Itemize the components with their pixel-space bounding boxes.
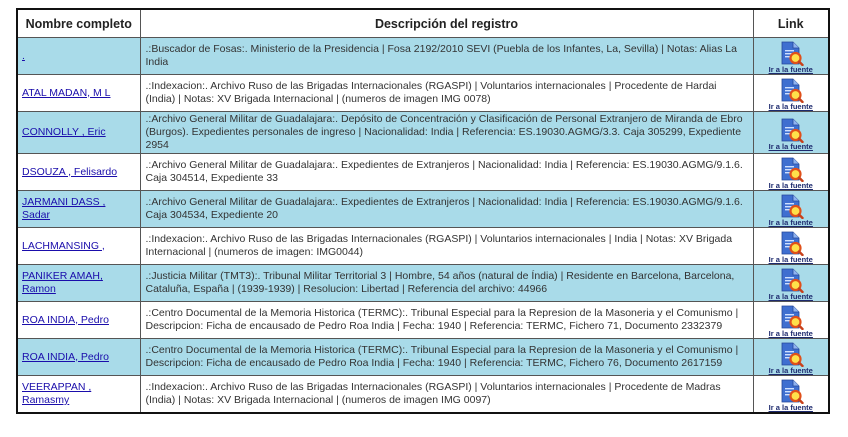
results-table [16,8,830,414]
description-cell: .:Indexacion:. Archivo Ruso de las Brigadas Internacionales (RGASPI) | Voluntarios internacionales | India | Notas: XV Brigada Internacional | (numeros de imagen: IMG0044) [140,228,753,265]
table-row [17,376,829,414]
description-cell: .:Archivo General Militar de Guadalajara:. Depósito de Concentración y Clasificación de Personal Extranjero de Miranda de Ebro (Burgos). Expedientes personales de ingreso | Nacionalidad: India | Referencia: ES.19030.AGMG/3.3. Caja 305299, Expediente 2954 [140,112,753,154]
go-to-source-link[interactable] [769,41,813,74]
go-to-source-link[interactable] [769,194,813,227]
go-to-source-label: Ir a la fuente [768,366,813,375]
table-row [17,191,829,228]
name-cell [17,265,140,302]
table-row [17,112,829,154]
document-search-icon [778,78,804,103]
go-to-source-label: Ir a la fuente [768,102,813,111]
name-cell [17,376,140,414]
go-to-source-link[interactable] [769,118,813,151]
link-cell [753,265,829,302]
go-to-source-link[interactable] [769,78,813,111]
table-row [17,265,829,302]
link-cell [753,112,829,154]
description-cell: .:Indexacion:. Archivo Ruso de las Brigadas Internacionales (RGASPI) | Voluntarios internacionales | Procedente de Hardai (India) | Notas: XV Brigada Internacional | (numeros de imagen IMG 0078) [140,75,753,112]
person-name-link[interactable]: PANIKER AMAH, Ramon [22,270,103,295]
person-name-link[interactable]: CONNOLLY , Eric [22,126,106,138]
person-name-link[interactable]: JARMANI DASS , Sadar [22,196,106,221]
document-search-icon [778,231,804,256]
link-cell [753,228,829,265]
name-cell [17,339,140,376]
document-search-icon [778,342,804,367]
person-name-link[interactable]: . [22,49,25,62]
person-name-link[interactable]: LACHMANSING , [22,239,105,252]
column-header-description: Descripción del registro [140,9,753,38]
document-search-icon [778,41,804,66]
table-header-row [17,9,829,38]
go-to-source-link[interactable] [769,268,813,301]
go-to-source-link[interactable] [769,379,813,412]
name-cell [17,112,140,154]
person-name-link[interactable]: ROA INDIA, Pedro [22,313,109,326]
table-row [17,339,829,376]
document-search-icon [778,157,804,182]
link-cell [753,75,829,112]
name-cell [17,228,140,265]
person-name-link[interactable]: ROA INDIA, Pedro [22,350,109,363]
person-name-link[interactable]: ATAL MADAN, M L [22,86,111,99]
description-cell: .:Archivo General Militar de Guadalajara:. Expedientes de Extranjeros | Nacionalidad: India | Referencia: ES.19030.AGMG/9.1.6. Caja 304534, Expediente 20 [140,191,753,228]
go-to-source-label: Ir a la fuente [768,255,813,264]
go-to-source-link[interactable] [769,342,813,375]
go-to-source-link[interactable] [769,305,813,338]
link-cell [753,154,829,191]
go-to-source-label: Ir a la fuente [768,65,813,74]
go-to-source-link[interactable] [769,157,813,190]
go-to-source-label: Ir a la fuente [768,292,813,301]
go-to-source-label: Ir a la fuente [768,218,813,227]
column-header-link: Link [753,9,829,38]
link-cell [753,339,829,376]
link-cell [753,191,829,228]
table-row [17,154,829,191]
column-header-name: Nombre completo [17,9,140,38]
go-to-source-label: Ir a la fuente [768,403,813,412]
name-cell [17,302,140,339]
table-row [17,302,829,339]
description-cell: .:Centro Documental de la Memoria Historica (TERMC):. Tribunal Especial para la Represion de la Masoneria y el Comunismo | Descripcion: Ficha de encausado de Pedro Roa India | Fecha: 1940 | Referencia: TERMC, Fichero 71, Documento 2332379 [140,302,753,339]
description-cell: .:Centro Documental de la Memoria Historica (TERMC):. Tribunal Especial para la Represion de la Masoneria y el Comunismo | Descripcion: Ficha de encausado de Pedro Roa India | Fecha: 1940 | Referencia: TERMC, Fichero 76, Documento 2617159 [140,339,753,376]
person-name-link[interactable]: DSOUZA , Felisardo [22,165,118,178]
name-cell [17,154,140,191]
go-to-source-label: Ir a la fuente [768,141,813,151]
name-cell [17,191,140,228]
table-row [17,75,829,112]
document-search-icon [778,268,804,293]
name-cell [17,75,140,112]
description-cell: .:Indexacion:. Archivo Ruso de las Brigadas Internacionales (RGASPI) | Voluntarios internacionales | Procedente de Madras (India) | Notas: XV Brigada Internacional | (numeros de imagen IMG 0097) [140,376,753,414]
document-search-icon [778,379,804,404]
description-cell: .:Justicia Militar (TMT3):. Tribunal Militar Territorial 3 | Hombre, 54 años (natural de Índia) | Residente en Barcelona, Barcelona, Cataluña, España | (1939-1939) | Resolucion: Libertad | Referencia del archivo: 44966 [140,265,753,302]
table-row [17,38,829,75]
document-search-icon [778,194,804,219]
description-cell: .:Archivo General Militar de Guadalajara:. Expedientes de Extranjeros | Nacionalidad: India | Referencia: ES.19030.AGMG/9.1.6. Caja 304514, Expediente 33 [140,154,753,191]
go-to-source-label: Ir a la fuente [768,329,813,338]
link-cell [753,302,829,339]
document-search-icon [778,118,804,143]
link-cell [753,376,829,414]
document-search-icon [778,305,804,330]
description-cell: .:Buscador de Fosas:. Ministerio de la Presidencia | Fosa 2192/2010 SEVI (Puebla de los Infantes, La, Sevilla) | Notas: Alias La India [140,38,753,75]
link-cell [753,38,829,75]
person-name-link[interactable]: VEERAPPAN , Ramasmy [22,381,92,406]
go-to-source-link[interactable] [769,231,813,264]
table-row [17,228,829,265]
go-to-source-label: Ir a la fuente [768,181,813,190]
name-cell [17,38,140,75]
